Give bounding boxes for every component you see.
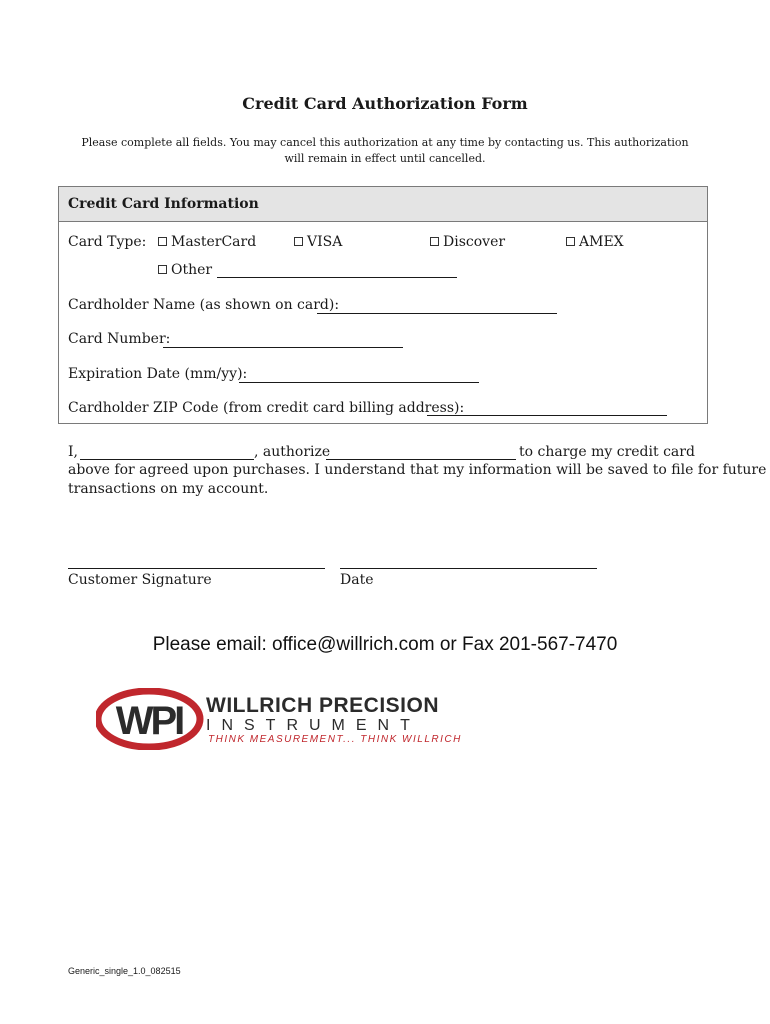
expiration-label: Expiration Date (mm/yy): — [68, 366, 248, 382]
checkbox-icon[interactable] — [430, 237, 439, 246]
card-info-section — [58, 186, 708, 424]
date-field[interactable] — [340, 568, 597, 569]
logo-mark-text: WPI — [115, 699, 183, 743]
form-title: Credit Card Authorization Form — [242, 94, 528, 113]
footer-code: Generic_single_1.0_082515 — [68, 966, 181, 976]
zip-label: Cardholder ZIP Code (from credit card billing address): — [68, 400, 465, 416]
cardholder-name-label: Cardholder Name (as shown on card): — [68, 297, 340, 313]
card-info-header — [59, 187, 707, 222]
option-visa[interactable]: VISA — [294, 234, 342, 250]
checkbox-icon[interactable] — [158, 265, 167, 274]
auth-suffix: to charge my credit card — [519, 444, 695, 460]
form-intro: Please complete all fields. You may cancel this authorization at any time by contacting us. This authorization will remain in effect until cancelled. — [81, 136, 689, 165]
card-type-label: Card Type: — [68, 234, 147, 250]
auth-line-3: transactions on my account. — [68, 481, 269, 497]
checkbox-icon[interactable] — [566, 237, 575, 246]
logo-name-line1: WILLRICH PRECISION — [206, 694, 439, 717]
date-label: Date — [340, 572, 374, 588]
auth-authorize: , authorize — [254, 444, 331, 460]
expiration-field[interactable] — [239, 382, 479, 383]
checkbox-icon[interactable] — [158, 237, 167, 246]
option-discover[interactable]: Discover — [430, 234, 505, 250]
option-mastercard[interactable]: MasterCard — [158, 234, 256, 250]
zip-field[interactable] — [427, 415, 667, 416]
option-other[interactable]: Other — [158, 262, 212, 278]
company-name-field[interactable] — [326, 459, 516, 460]
customer-name-field[interactable] — [80, 459, 254, 460]
card-number-field[interactable] — [163, 347, 403, 348]
customer-signature-label: Customer Signature — [68, 572, 212, 588]
auth-prefix: I, — [68, 444, 78, 460]
wpi-logo-mark — [96, 688, 206, 750]
logo-tagline: THINK MEASUREMENT... THINK WILLRICH — [208, 734, 462, 745]
card-number-label: Card Number: — [68, 331, 171, 347]
option-amex[interactable]: AMEX — [566, 234, 624, 250]
cardholder-name-field[interactable] — [317, 313, 557, 314]
card-info-title: Credit Card Information — [68, 196, 259, 212]
checkbox-icon[interactable] — [294, 237, 303, 246]
company-logo — [96, 688, 486, 750]
customer-signature-field[interactable] — [68, 568, 325, 569]
logo-name-line2: INSTRUMENT — [206, 717, 421, 734]
contact-line: Please email: office@willrich.com or Fax 201-567-7470 — [152, 634, 618, 655]
auth-line-2: above for agreed upon purchases. I understand that my information will be saved to file for future — [68, 462, 767, 478]
other-card-field[interactable] — [217, 277, 457, 278]
